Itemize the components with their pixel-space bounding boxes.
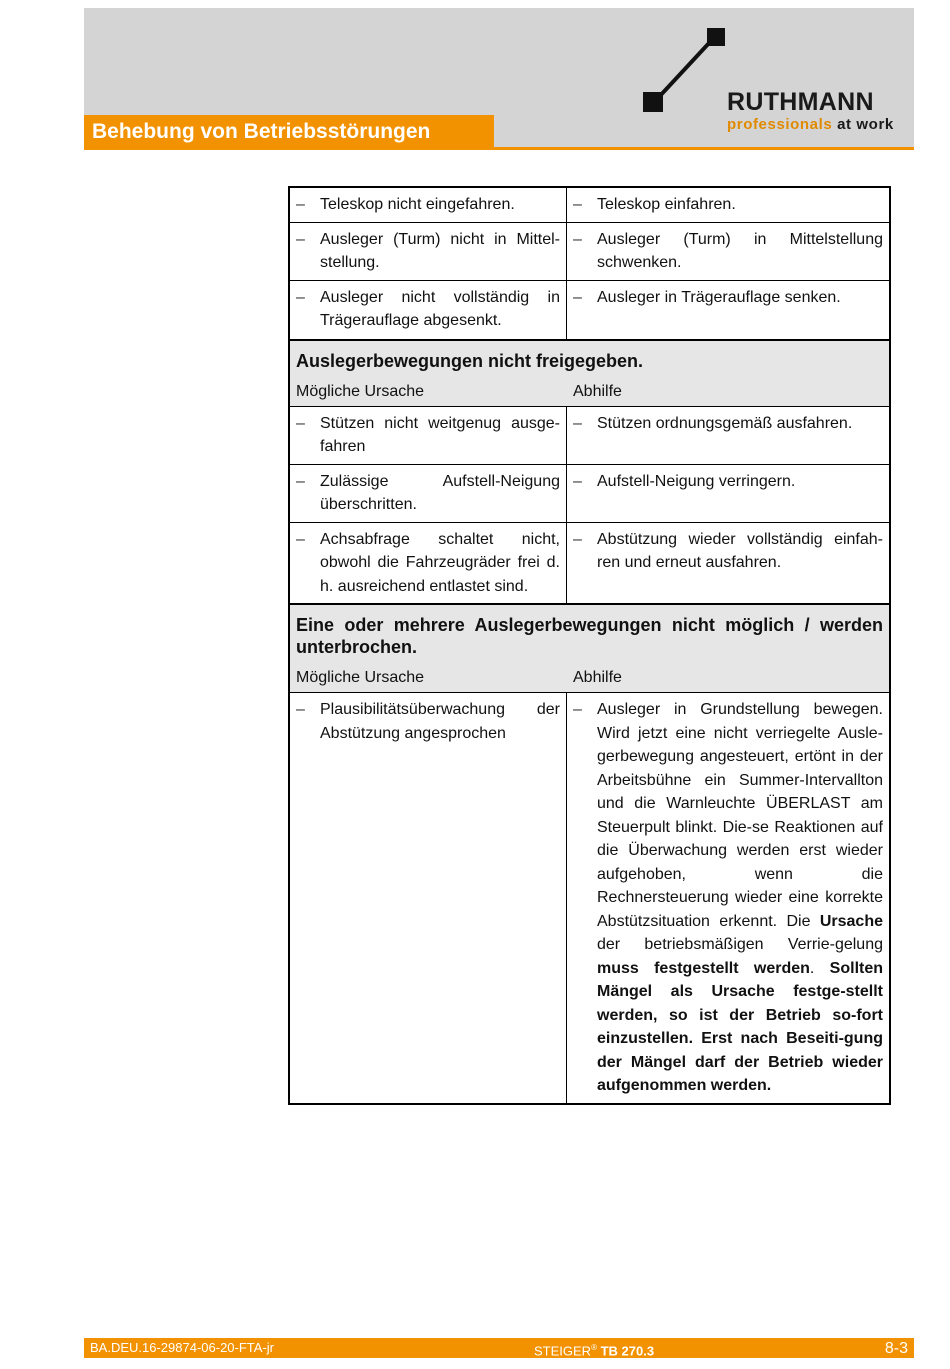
page-title: Behebung von Betriebsstörungen	[84, 115, 494, 149]
dash-bullet: –	[573, 701, 582, 718]
cause-cell: – Plausibilitätsüberwachung der Abstützung angesprochen	[290, 693, 567, 1103]
section-title: Eine oder mehrere Auslegerbewegungen nicht möglich / werden unterbrochen.	[290, 603, 889, 664]
table-row	[290, 407, 889, 465]
dash-bullet: –	[573, 230, 582, 248]
document-id: BA.DEU.16-29874-06-20-FTA-jr	[90, 1340, 274, 1355]
cause-cell: – Teleskop nicht eingefahren.	[290, 188, 567, 222]
table-row	[290, 188, 889, 223]
remedy-cell: – Abstützung wieder vollständig einfah-ren und erneut ausfahren.	[567, 523, 889, 604]
dash-bullet: –	[296, 701, 305, 718]
dash-bullet: –	[573, 196, 582, 213]
logo-wordmark: RUTHMANN	[727, 88, 874, 116]
page-footer	[84, 1338, 914, 1358]
table-row	[290, 465, 889, 523]
cause-cell: – Zulässige Aufstell-Neigung überschritten.	[290, 465, 567, 522]
dash-bullet: –	[573, 288, 582, 306]
dash-bullet: –	[573, 530, 582, 548]
dash-bullet: –	[296, 414, 305, 432]
table-row	[290, 223, 889, 281]
remedy-cell: – Ausleger in Trägerauflage senken.	[567, 281, 889, 339]
cause-cell: – Ausleger (Turm) nicht in Mittel-stellung.	[290, 223, 567, 280]
remedy-cell: – Teleskop einfahren.	[567, 188, 889, 222]
col-header-remedy: Abhilfe	[573, 669, 622, 686]
dash-bullet: –	[296, 288, 305, 306]
dash-bullet: –	[296, 530, 305, 548]
product-name: STEIGER® TB 270.3	[534, 1343, 655, 1359]
col-header-cause: Mögliche Ursache	[296, 669, 425, 686]
remedy-cell: – Aufstell-Neigung verringern.	[567, 465, 889, 522]
table-row	[290, 523, 889, 604]
column-headers	[290, 664, 889, 693]
page-number: 8-3	[884, 1340, 908, 1357]
dash-bullet: –	[573, 472, 582, 490]
dash-bullet: –	[296, 230, 305, 248]
column-headers	[290, 378, 889, 407]
dash-bullet: –	[296, 196, 305, 213]
logo-tagline: professionals at work	[727, 116, 894, 133]
troubleshooting-table	[288, 186, 891, 1105]
dash-bullet: –	[573, 414, 582, 432]
cause-cell: – Achsabfrage schaltet nicht, obwohl die Fahrzeugräder frei d. h. ausreichend entlastet sind.	[290, 523, 567, 604]
remedy-cell: – Stützen ordnungsgemäß ausfahren.	[567, 407, 889, 464]
table-row	[290, 281, 889, 339]
remedy-text: Ausleger in Grundstellung bewegen. Wird jetzt eine nicht verriegelte Ausle-gerbewegung angesteuert, ertönt in der Arbeitsbühne ein Summer-Intervallton und die Warnleuchte ÜBERLAST am Steuerpult blinkt. Die-se Reaktionen auf die Überwachung werden erst wieder aufgehoben, wenn die Rechnersteuerung wieder eine korrekte Abstützsituation erkennt. Die Ursache der betriebsmäßigen Verrie-gelung muss festgestellt werden. Sollten Mängel als Ursache festge-stellt werden, so ist der Betrieb so-fort einzustellen. Erst nach Beseiti-gung der Mängel darf der Betrieb wieder aufgenommen werden.	[597, 701, 884, 1094]
section-title: Auslegerbewegungen nicht freigegeben.	[290, 339, 889, 378]
cause-cell: – Ausleger nicht vollständig in Trägerauflage abgesenkt.	[290, 281, 567, 339]
remedy-cell: – Ausleger (Turm) in Mittelstellung schwenken.	[567, 223, 889, 280]
cause-cell: – Stützen nicht weitgenug ausge-fahren	[290, 407, 567, 464]
col-header-remedy: Abhilfe	[573, 382, 622, 400]
dash-bullet: –	[296, 472, 305, 490]
col-header-cause: Mögliche Ursache	[296, 382, 425, 400]
table-row	[290, 693, 889, 1103]
remedy-cell	[567, 693, 889, 1103]
